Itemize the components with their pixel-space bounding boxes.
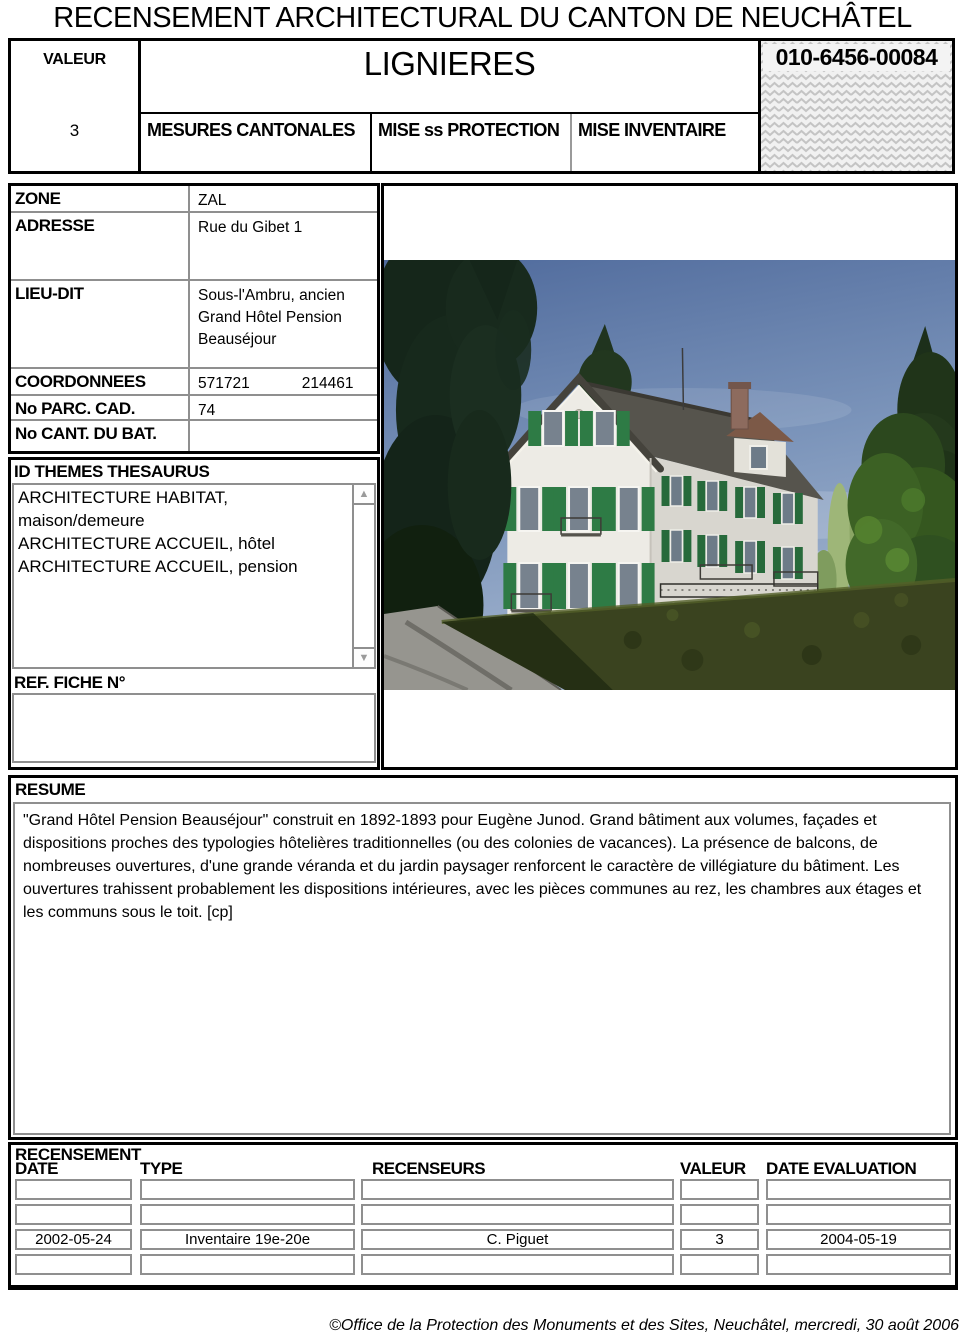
recensement-date-evaluation-field[interactable] bbox=[766, 1254, 951, 1275]
header-center-cell bbox=[141, 41, 758, 171]
themes-list bbox=[14, 485, 352, 667]
recensement-label: RECENSEMENT bbox=[15, 1145, 141, 1164]
recensement-valeur-field[interactable] bbox=[680, 1204, 759, 1225]
header-valeur-cell bbox=[11, 41, 141, 171]
lieu-dit-value-field[interactable]: Sous-l'Ambru, ancien Grand Hôtel Pension Beauséjour bbox=[188, 281, 377, 367]
scroll-up-button[interactable] bbox=[354, 485, 374, 505]
coordonnees-row bbox=[11, 369, 377, 396]
ref-fiche-label: REF. FICHE N° bbox=[14, 673, 126, 692]
footer-credit: ©Office de la Protection des Monuments et des Sites, Neuchâtel, mercredi, 30 août 2006 bbox=[329, 1317, 959, 1334]
coordonnees-value-field[interactable] bbox=[188, 369, 377, 394]
mesures-cantonales-cell[interactable] bbox=[141, 114, 372, 171]
coordonnees-y: 214461 bbox=[301, 375, 354, 392]
recensement-valeur-field[interactable] bbox=[680, 1179, 759, 1200]
header-subrow bbox=[141, 112, 758, 171]
themes-label: ID THEMES THESAURUS bbox=[14, 462, 210, 481]
scroll-up-icon: ▲ bbox=[358, 488, 370, 500]
resume-text-field[interactable]: "Grand Hôtel Pension Beauséjour" construit en 1892-1893 pour Eugène Junod. Grand bâtiment aux volumes, façades et dispositions proches des typologies hôtelières traditionnelles (ou des colonies de vacances). La présence de balcons, de nombreuses ouvertures, d'une grande véranda et du jardin paysager renforcent le caractère de villégiature du bâtiment. Les ouvertures trahissent probablement les dispositions intérieures, avec les pièces communes au rez, les chambres aux étages et les communs sous le toit. [cp] bbox=[13, 802, 951, 1135]
valeur-value-field[interactable]: 3 bbox=[69, 121, 80, 140]
coordonnees-label: COORDONNEES bbox=[15, 372, 146, 391]
adresse-row bbox=[11, 213, 377, 281]
recensement-type-field[interactable] bbox=[140, 1204, 355, 1225]
recensement-date-field[interactable] bbox=[15, 1254, 132, 1275]
recensement-type-field[interactable] bbox=[140, 1179, 355, 1200]
resume-panel bbox=[8, 775, 958, 1140]
recensement-date-field[interactable]: 2002-05-24 bbox=[15, 1229, 132, 1250]
recensement-recenseurs-field[interactable] bbox=[361, 1179, 674, 1200]
recensement-date-evaluation-field[interactable]: 2004-05-19 bbox=[766, 1229, 951, 1250]
recensement-recenseurs-field[interactable] bbox=[361, 1204, 674, 1225]
mise-ss-protection-cell[interactable] bbox=[372, 114, 572, 171]
identification-panel bbox=[8, 183, 380, 454]
valeur-label: VALEUR bbox=[43, 51, 106, 68]
parc-cad-value-field[interactable]: 74 bbox=[188, 396, 377, 419]
recensement-date-evaluation-field[interactable] bbox=[766, 1204, 951, 1225]
scroll-down-icon: ▼ bbox=[358, 652, 370, 664]
recensement-panel bbox=[8, 1142, 958, 1290]
recensement-type-field[interactable] bbox=[140, 1254, 355, 1275]
recensement-type-field[interactable]: Inventaire 19e-20e bbox=[140, 1229, 355, 1250]
building-photo bbox=[384, 260, 955, 690]
zone-label: ZONE bbox=[15, 189, 61, 208]
adresse-label: ADRESSE bbox=[15, 216, 95, 235]
recensement-date-field[interactable] bbox=[15, 1179, 132, 1200]
header-table bbox=[8, 38, 955, 174]
lieu-dit-row bbox=[11, 281, 377, 369]
parc-cad-label: No PARC. CAD. bbox=[15, 399, 136, 418]
adresse-value-field[interactable]: Rue du Gibet 1 bbox=[188, 213, 377, 279]
cant-bat-row bbox=[11, 421, 377, 451]
themes-listbox[interactable] bbox=[12, 483, 376, 669]
parc-cad-row bbox=[11, 396, 377, 421]
recensement-recenseurs-field[interactable] bbox=[361, 1254, 674, 1275]
commune-title: LIGNIERES bbox=[363, 45, 536, 82]
column-header-date-evaluation: DATE EVALUATION bbox=[766, 1159, 917, 1178]
list-item[interactable]: ARCHITECTURE ACCUEIL, hôtel bbox=[18, 534, 275, 553]
ref-fiche-field[interactable] bbox=[12, 693, 376, 763]
list-item[interactable]: ARCHITECTURE HABITAT, maison/demeure bbox=[18, 488, 228, 530]
zone-row bbox=[11, 186, 377, 213]
cant-bat-value-field[interactable] bbox=[188, 421, 377, 451]
recensement-valeur-field[interactable] bbox=[680, 1254, 759, 1275]
list-item[interactable]: ARCHITECTURE ACCUEIL, pension bbox=[18, 557, 298, 576]
zone-value-field[interactable]: ZAL bbox=[188, 186, 377, 211]
mesures-cantonales-label: MESURES CANTONALES bbox=[147, 120, 355, 140]
recensement-date-field[interactable] bbox=[15, 1204, 132, 1225]
lieu-dit-label: LIEU-DIT bbox=[15, 284, 84, 303]
column-header-valeur: VALEUR bbox=[680, 1159, 746, 1178]
themes-panel bbox=[8, 457, 380, 770]
column-header-recenseurs: RECENSEURS bbox=[372, 1159, 486, 1178]
recensement-date-evaluation-field[interactable] bbox=[766, 1179, 951, 1200]
photo-panel bbox=[381, 183, 958, 770]
mise-inventaire-cell[interactable] bbox=[572, 114, 758, 171]
column-header-type: TYPE bbox=[140, 1159, 183, 1178]
cant-bat-label: No CANT. DU BAT. bbox=[15, 424, 157, 443]
recensement-valeur-field[interactable]: 3 bbox=[680, 1229, 759, 1250]
coordonnees-x: 571721 bbox=[198, 375, 250, 392]
page-title: RECENSEMENT ARCHITECTURAL DU CANTON DE NEUCHÂTEL bbox=[53, 2, 912, 34]
scroll-down-button[interactable] bbox=[354, 647, 374, 667]
mise-inventaire-label: MISE INVENTAIRE bbox=[578, 120, 726, 140]
mise-ss-protection-label: MISE ss PROTECTION bbox=[378, 120, 560, 140]
document-number: 010-6456-00084 bbox=[763, 44, 950, 71]
themes-scrollbar[interactable] bbox=[352, 485, 374, 667]
column-header-date: DATE bbox=[15, 1159, 59, 1178]
recensement-recenseurs-field[interactable]: C. Piguet bbox=[361, 1229, 674, 1250]
document-number-cell bbox=[758, 41, 952, 171]
resume-label: RESUME bbox=[15, 780, 86, 799]
